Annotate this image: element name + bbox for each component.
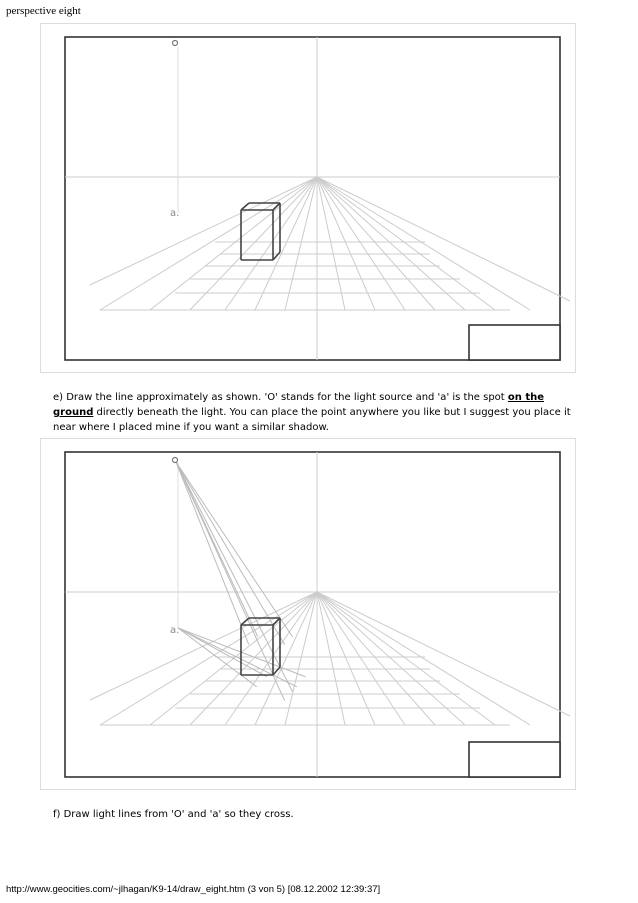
grid-ray (317, 177, 495, 310)
grid-ray (90, 592, 317, 700)
grid-ray (317, 592, 405, 725)
grid-ray (317, 177, 375, 310)
step-e-caption (53, 390, 583, 435)
page-footer-url: http://www.geocities.com/~jlhagan/K9-14/draw_eight.htm (3 von 5) [08.12.2002 12:39:37] (6, 884, 381, 895)
grid-ray (317, 177, 405, 310)
grid-ray (317, 177, 530, 310)
grid-ray (317, 592, 375, 725)
light-line-from-o (176, 462, 292, 637)
grid-ray (255, 592, 317, 725)
box-edge (241, 618, 249, 625)
step-e-text-before: e) Draw the line approximately as shown. 'O' stands for the light source and 'a' is the spot (53, 392, 508, 403)
figure-e-drawing (40, 23, 576, 373)
perspective-figure-f (40, 438, 576, 790)
corner-box (469, 325, 560, 360)
grid-ray (90, 177, 317, 285)
grid-ray (317, 592, 570, 716)
grid-ray (317, 177, 465, 310)
grid-ray (285, 177, 317, 310)
step-f-caption: f) Draw light lines from 'O' and 'a' so they cross. (53, 809, 294, 820)
step-e-text-after: directly beneath the light. You can place the point anywhere you like but I suggest you place it near where I placed mine if you want a similar shadow. (53, 407, 571, 433)
step-e-emphasis: on the ground (53, 392, 545, 418)
light-line-from-o (176, 462, 285, 645)
light-source-point (173, 41, 178, 46)
grid-ray (317, 592, 345, 725)
grid-ray (285, 592, 317, 725)
ground-point-label: a. (170, 625, 180, 636)
light-line-from-o (176, 462, 249, 645)
grid-ray (317, 177, 435, 310)
figure-outer-border (41, 24, 576, 373)
light-line-from-o (176, 462, 285, 701)
ground-grid (90, 177, 570, 310)
figure-frame (65, 452, 560, 777)
page-header-title: perspective eight (6, 5, 81, 17)
light-source-point (173, 458, 178, 463)
grid-ray (317, 592, 495, 725)
grid-ray (255, 177, 317, 310)
grid-ray (317, 592, 435, 725)
figure-f-drawing (40, 438, 576, 790)
grid-ray (317, 177, 345, 310)
grid-ray (150, 177, 317, 310)
ground-grid (90, 592, 570, 725)
grid-ray (225, 177, 317, 310)
perspective-figure-e (40, 23, 576, 373)
corner-box (469, 742, 560, 777)
box-edge (241, 203, 249, 210)
ground-point-label: a. (170, 208, 180, 219)
figure-frame (65, 37, 560, 360)
grid-ray (317, 592, 530, 725)
grid-ray (317, 177, 570, 301)
figure-outer-border (41, 439, 576, 790)
grid-ray (317, 592, 465, 725)
